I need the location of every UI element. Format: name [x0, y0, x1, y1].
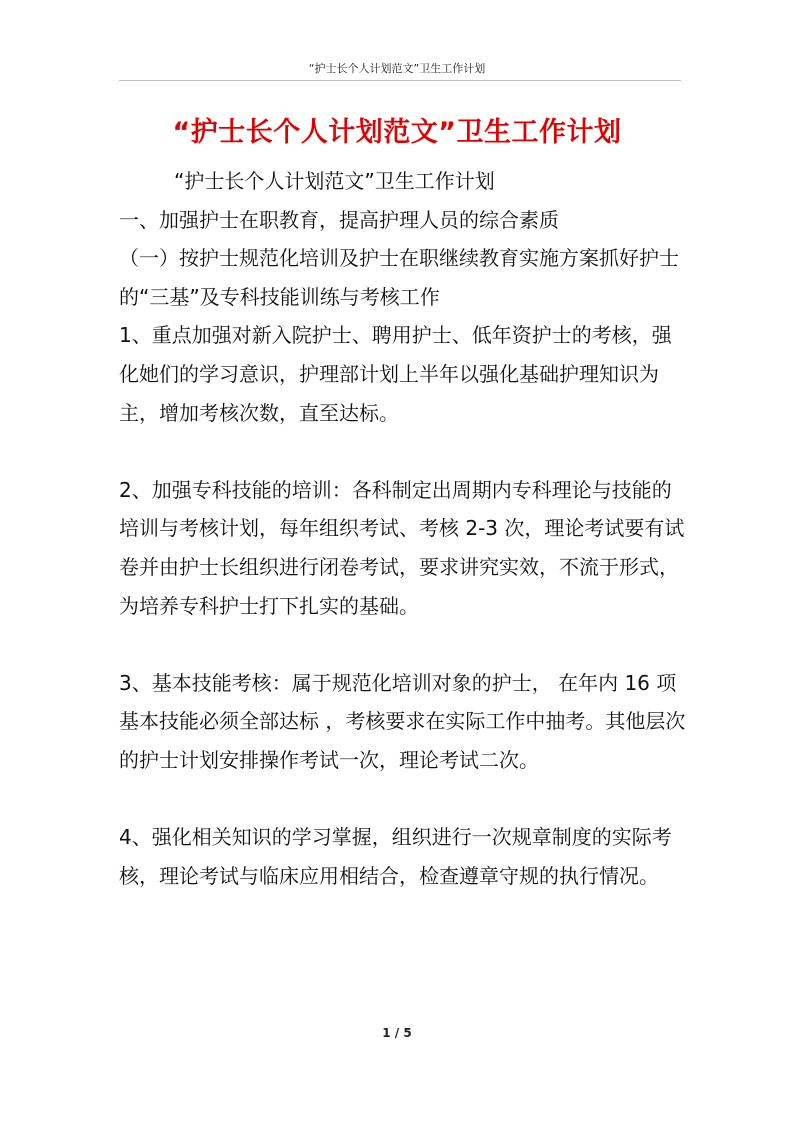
paragraph-spacer: [119, 780, 691, 819]
paragraph-4: 4、强化相关知识的学习掌握，组织进行一次规章制度的实际考核，理论考试与临床应用相结合，检查遵章守规的执行情况。: [119, 825, 672, 888]
paragraph-1: 1、重点加强对新入院护士、聘用护士、低年资护士的考核，强化她们的学习意识，护理部计划上半年以强化基础护理知识为主，增加考核次数，直至达标。: [119, 323, 672, 425]
paragraph-spacer: [119, 625, 691, 664]
section-heading-1: 一、加强护士在职教育，提高护理人员的综合素质: [119, 207, 559, 232]
document-body: [119, 162, 691, 895]
running-header: “护士长个人计划范文”卫生工作计划: [308, 62, 486, 75]
section-heading-2: （一）按护士规范化培训及护士在职继续教育实施方案抓好护士的“三基”及专科技能训练与考核工作: [119, 246, 679, 309]
paragraph-3: 3、基本技能考核：属于规范化培训对象的护士， 在年内 16 项基本技能必须全部达标 ，考核要求在实际工作中抽考。其他层次的护士计划安排操作考试一次，理论考试二次。: [119, 670, 686, 772]
document-subtitle: “护士长个人计划范文”卫生工作计划: [174, 169, 495, 193]
page-number: 1 / 5: [382, 1026, 412, 1040]
document-title: “护士长个人计划范文”卫生工作计划: [172, 117, 622, 148]
paragraph-spacer: [119, 432, 691, 471]
paragraph-2: 2、加强专科技能的培训：各科制定出周期内专科理论与技能的培训与考核计划，每年组织考试、考核 2-3 次，理论考试要有试卷并由护士长组织进行闭卷考试，要求讲究实效，不流于形式，为培养专科护士打下扎实的基础。: [119, 477, 685, 618]
header-divider: [119, 80, 681, 81]
